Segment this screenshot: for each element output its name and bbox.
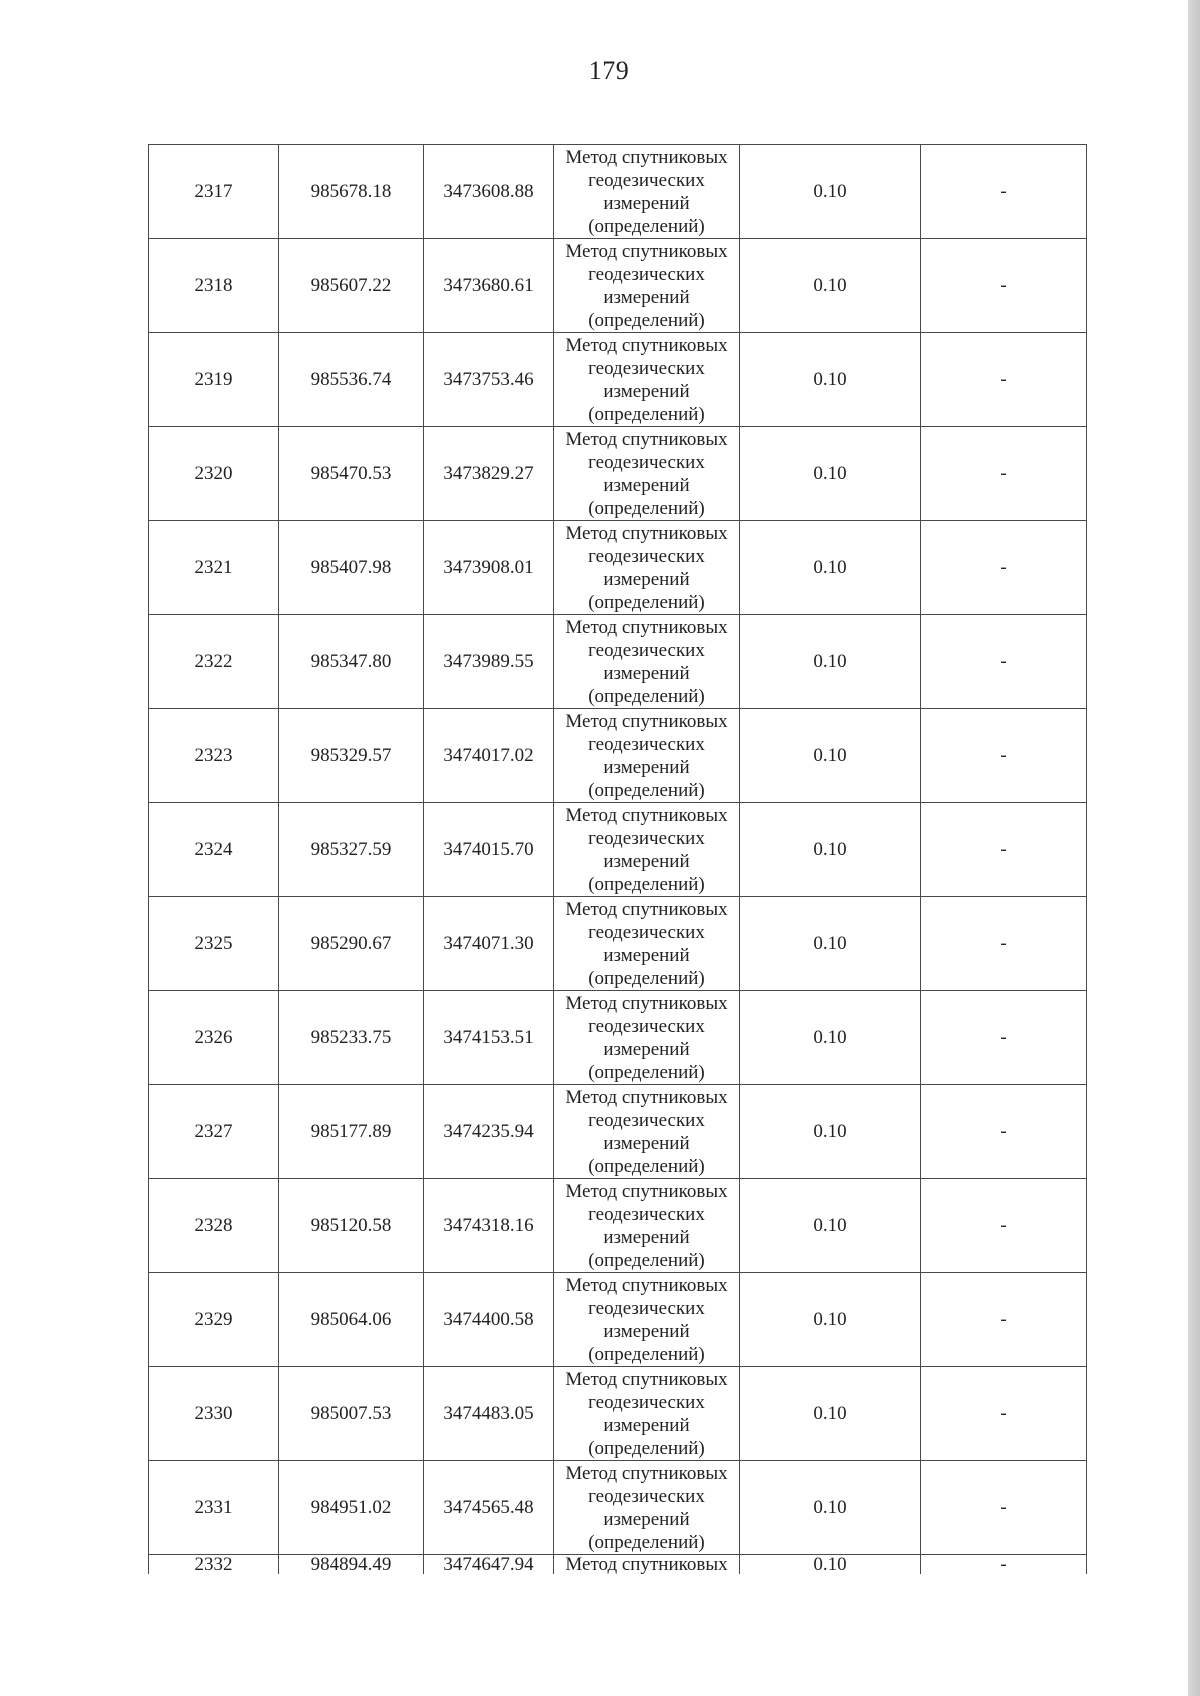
cell-y-coordinate: 3474071.30 <box>424 897 554 991</box>
cell-description: - <box>921 427 1087 521</box>
method-text-line: Метод спутниковых <box>565 992 728 1014</box>
cell-method <box>554 1273 740 1367</box>
cell-description: - <box>921 521 1087 615</box>
cell-accuracy: 0.10 <box>740 1273 921 1367</box>
method-text-line: измерений <box>603 1508 690 1530</box>
table-row <box>149 1461 1087 1555</box>
method-text-line: (определений) <box>588 1249 705 1271</box>
method-text-line: (определений) <box>588 403 705 425</box>
cell-method <box>554 991 740 1085</box>
cell-method <box>554 239 740 333</box>
method-text-line: (определений) <box>588 309 705 331</box>
table-row <box>149 521 1087 615</box>
method-text-line: измерений <box>603 944 690 966</box>
method-text-line: геодезических <box>588 451 705 473</box>
method-text-line: геодезических <box>588 1485 705 1507</box>
scan-edge-shadow <box>1188 0 1200 1696</box>
cell-description: - <box>921 991 1087 1085</box>
method-text-line: Метод спутниковых <box>565 1086 728 1108</box>
page-number: 179 <box>588 56 630 85</box>
method-text-line: Метод спутниковых <box>565 1462 728 1484</box>
method-text-line: геодезических <box>588 1015 705 1037</box>
cell-point-number: 2323 <box>149 709 279 803</box>
cell-method <box>554 709 740 803</box>
method-text-line: геодезических <box>588 1109 705 1131</box>
table-row <box>149 615 1087 709</box>
cell-point-number: 2318 <box>149 239 279 333</box>
cell-description: - <box>921 239 1087 333</box>
cell-accuracy: 0.10 <box>740 1367 921 1461</box>
method-text-line: (определений) <box>588 685 705 707</box>
cell-description: - <box>921 709 1087 803</box>
table-row <box>149 709 1087 803</box>
cell-point-number: 2330 <box>149 1367 279 1461</box>
cell-description: - <box>921 333 1087 427</box>
method-text-line: измерений <box>603 568 690 590</box>
method-text-line: (определений) <box>588 1061 705 1083</box>
method-text-line: геодезических <box>588 545 705 567</box>
table-row-partial <box>149 1555 1087 1575</box>
table-row <box>149 239 1087 333</box>
cell-x-coordinate: 985607.22 <box>279 239 424 333</box>
method-text-line: Метод спутниковых <box>565 240 728 262</box>
cell-y-coordinate: 3473753.46 <box>424 333 554 427</box>
cell-y-coordinate: 3473989.55 <box>424 615 554 709</box>
cell-x-coordinate: 985329.57 <box>279 709 424 803</box>
method-text-line: (определений) <box>588 591 705 613</box>
cell-y-coordinate: 3473608.88 <box>424 145 554 239</box>
method-text-line: Метод спутниковых <box>565 146 728 168</box>
cell-method <box>554 145 740 239</box>
method-text-line: (определений) <box>588 873 705 895</box>
cell-y-coordinate: 3474235.94 <box>424 1085 554 1179</box>
method-text-line: геодезических <box>588 733 705 755</box>
cell-point-number: 2328 <box>149 1179 279 1273</box>
method-text-line: (определений) <box>588 497 705 519</box>
method-text-line: Метод спутниковых <box>565 428 728 450</box>
method-text-line: (определений) <box>588 215 705 237</box>
method-text-line: геодезических <box>588 357 705 379</box>
method-text-line: Метод спутниковых <box>565 898 728 920</box>
cell-x-coordinate: 985470.53 <box>279 427 424 521</box>
cell-x-coordinate: 984894.49 <box>279 1555 424 1575</box>
cell-x-coordinate: 985233.75 <box>279 991 424 1085</box>
table-row <box>149 1367 1087 1461</box>
cell-point-number: 2326 <box>149 991 279 1085</box>
method-text-line: Метод спутниковых <box>565 710 728 732</box>
cell-x-coordinate: 985064.06 <box>279 1273 424 1367</box>
cell-accuracy: 0.10 <box>740 709 921 803</box>
method-text-line: (определений) <box>588 779 705 801</box>
cell-method <box>554 1085 740 1179</box>
cell-method <box>554 615 740 709</box>
cell-y-coordinate: 3474565.48 <box>424 1461 554 1555</box>
method-text-line: Метод спутниковых <box>565 334 728 356</box>
method-text-line: измерений <box>603 850 690 872</box>
method-text-line: Метод спутниковых <box>565 522 728 544</box>
cell-y-coordinate: 3474017.02 <box>424 709 554 803</box>
cell-accuracy: 0.10 <box>740 1179 921 1273</box>
cell-point-number: 2319 <box>149 333 279 427</box>
cell-accuracy: 0.10 <box>740 991 921 1085</box>
cell-description: - <box>921 897 1087 991</box>
cell-point-number: 2321 <box>149 521 279 615</box>
method-text-line: измерений <box>603 662 690 684</box>
method-text-line: (определений) <box>588 1437 705 1459</box>
cell-x-coordinate: 985290.67 <box>279 897 424 991</box>
method-text-line: Метод спутниковых <box>565 1180 728 1202</box>
method-text-line: измерений <box>603 286 690 308</box>
cell-method <box>554 1179 740 1273</box>
cell-method <box>554 1367 740 1461</box>
cell-description: - <box>921 1179 1087 1273</box>
method-text-line: измерений <box>603 474 690 496</box>
cell-accuracy: 0.10 <box>740 239 921 333</box>
cell-description: - <box>921 1461 1087 1555</box>
table-row <box>149 991 1087 1085</box>
cell-y-coordinate: 3474015.70 <box>424 803 554 897</box>
cell-method <box>554 897 740 991</box>
cell-x-coordinate: 985327.59 <box>279 803 424 897</box>
table-row <box>149 1273 1087 1367</box>
cell-point-number: 2329 <box>149 1273 279 1367</box>
table-row <box>149 1085 1087 1179</box>
cell-accuracy: 0.10 <box>740 333 921 427</box>
cell-accuracy: 0.10 <box>740 1461 921 1555</box>
cell-accuracy: 0.10 <box>740 803 921 897</box>
cell-point-number: 2327 <box>149 1085 279 1179</box>
method-text-line: Метод спутниковых <box>565 616 728 638</box>
table-row <box>149 333 1087 427</box>
method-text-line: геодезических <box>588 639 705 661</box>
cell-accuracy: 0.10 <box>740 615 921 709</box>
method-text-line: геодезических <box>588 263 705 285</box>
cell-method: Метод спутниковых <box>554 1555 740 1575</box>
cell-y-coordinate: 3474153.51 <box>424 991 554 1085</box>
method-text-line: измерений <box>603 1320 690 1342</box>
cell-point-number: 2322 <box>149 615 279 709</box>
cell-accuracy: 0.10 <box>740 1555 921 1575</box>
cell-description: - <box>921 1273 1087 1367</box>
cell-method <box>554 521 740 615</box>
cell-description: - <box>921 803 1087 897</box>
cell-method <box>554 1461 740 1555</box>
method-text-line: измерений <box>603 1038 690 1060</box>
cell-description: - <box>921 145 1087 239</box>
cell-x-coordinate: 985177.89 <box>279 1085 424 1179</box>
cell-method <box>554 333 740 427</box>
cell-description: - <box>921 1085 1087 1179</box>
method-text-line: геодезических <box>588 1297 705 1319</box>
method-text-line: (определений) <box>588 1343 705 1365</box>
coordinates-table <box>148 144 1087 1574</box>
cell-y-coordinate: 3473680.61 <box>424 239 554 333</box>
table-row <box>149 803 1087 897</box>
cell-point-number: 2331 <box>149 1461 279 1555</box>
cell-description: - <box>921 615 1087 709</box>
method-text-line: Метод спутниковых <box>565 1368 728 1390</box>
method-text-line: геодезических <box>588 169 705 191</box>
method-text-line: измерений <box>603 380 690 402</box>
cell-description: - <box>921 1555 1087 1575</box>
method-text-line: (определений) <box>588 1155 705 1177</box>
cell-y-coordinate: 3474318.16 <box>424 1179 554 1273</box>
method-text-line: (определений) <box>588 967 705 989</box>
cell-method <box>554 427 740 521</box>
cell-point-number: 2317 <box>149 145 279 239</box>
cell-accuracy: 0.10 <box>740 897 921 991</box>
cell-x-coordinate: 985407.98 <box>279 521 424 615</box>
cell-x-coordinate: 985120.58 <box>279 1179 424 1273</box>
cell-point-number: 2325 <box>149 897 279 991</box>
method-text-line: измерений <box>603 1226 690 1248</box>
method-text-line: (определений) <box>588 1531 705 1553</box>
cell-y-coordinate: 3474647.94 <box>424 1555 554 1575</box>
method-text-line: Метод спутниковых <box>565 804 728 826</box>
method-text-line: геодезических <box>588 921 705 943</box>
cell-x-coordinate: 985007.53 <box>279 1367 424 1461</box>
table-row <box>149 427 1087 521</box>
method-text-line: измерений <box>603 192 690 214</box>
cell-y-coordinate: 3473829.27 <box>424 427 554 521</box>
table-body <box>149 145 1087 1575</box>
table-row <box>149 145 1087 239</box>
cell-accuracy: 0.10 <box>740 1085 921 1179</box>
method-text-line: измерений <box>603 1132 690 1154</box>
method-text-line: геодезических <box>588 827 705 849</box>
cell-accuracy: 0.10 <box>740 521 921 615</box>
cell-description: - <box>921 1367 1087 1461</box>
cell-method <box>554 803 740 897</box>
cell-point-number: 2332 <box>149 1555 279 1575</box>
cell-x-coordinate: 984951.02 <box>279 1461 424 1555</box>
method-text-line: геодезических <box>588 1203 705 1225</box>
cell-x-coordinate: 985536.74 <box>279 333 424 427</box>
method-text-line: измерений <box>603 1414 690 1436</box>
cell-y-coordinate: 3474483.05 <box>424 1367 554 1461</box>
table-row <box>149 897 1087 991</box>
table-row <box>149 1179 1087 1273</box>
method-text-line: геодезических <box>588 1391 705 1413</box>
cell-x-coordinate: 985678.18 <box>279 145 424 239</box>
method-text-line: Метод спутниковых <box>565 1274 728 1296</box>
cell-point-number: 2324 <box>149 803 279 897</box>
cell-y-coordinate: 3474400.58 <box>424 1273 554 1367</box>
cell-accuracy: 0.10 <box>740 145 921 239</box>
method-text-line: измерений <box>603 756 690 778</box>
cell-x-coordinate: 985347.80 <box>279 615 424 709</box>
cell-point-number: 2320 <box>149 427 279 521</box>
cell-y-coordinate: 3473908.01 <box>424 521 554 615</box>
cell-accuracy: 0.10 <box>740 427 921 521</box>
